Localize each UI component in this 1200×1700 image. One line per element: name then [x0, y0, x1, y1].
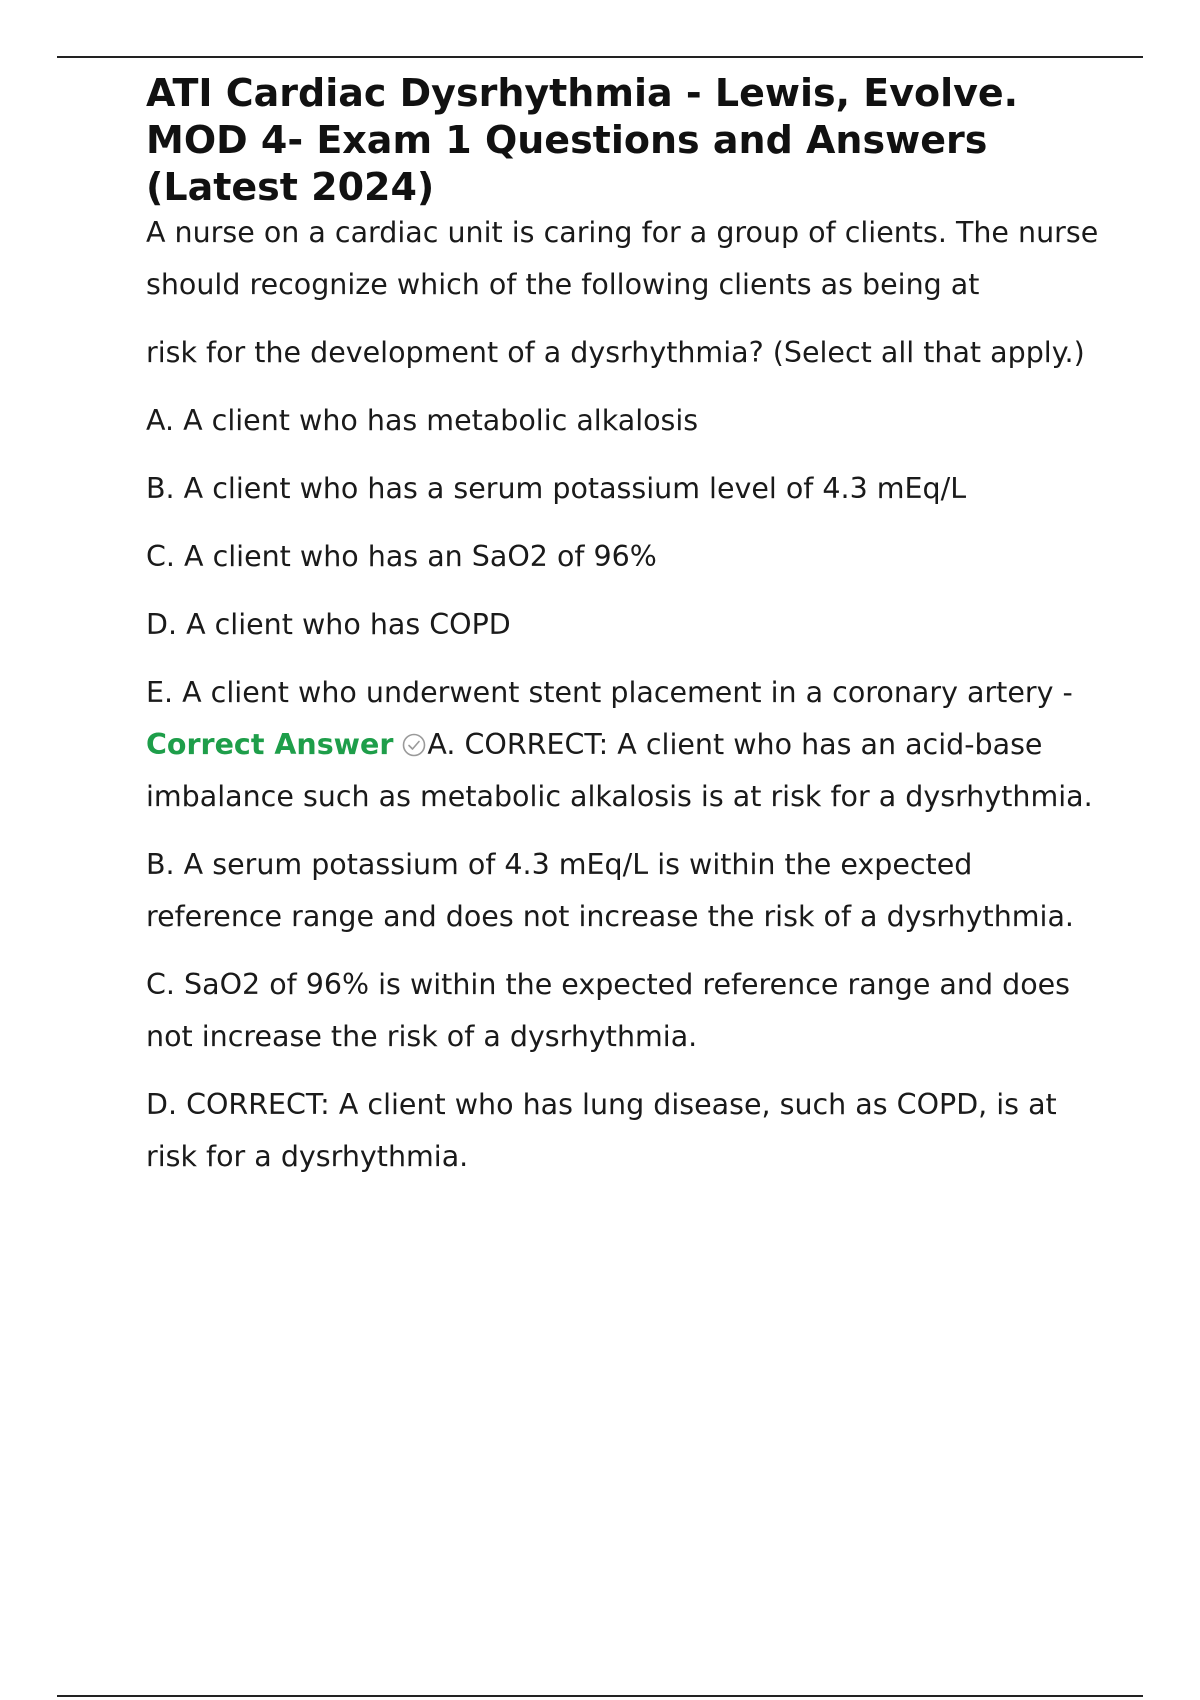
- question-intro: A nurse on a cardiac unit is caring for a group of clients. The nurse should recognize which of the following clients as being at: [146, 216, 1099, 301]
- rationale-d: D. CORRECT: A client who has lung disease, such as COPD, is at risk for a dysrhythmia.: [146, 1088, 1057, 1173]
- document-body: [146, 70, 1106, 1199]
- option-c: C. A client who has an SaO2 of 96%: [146, 540, 657, 573]
- answer-rationale-a: A. CORRECT: A client who has an acid-base imbalance such as metabolic alkalosis is at risk for a dysrhythmia.: [146, 728, 1093, 813]
- rationale-c: C. SaO2 of 96% is within the expected reference range and does not increase the risk of a dysrhythmia.: [146, 968, 1071, 1053]
- check-circle-icon: [401, 723, 427, 749]
- question-continuation: risk for the development of a dysrhythmia? (Select all that apply.): [146, 336, 1085, 369]
- option-a: A. A client who has metabolic alkalosis: [146, 404, 699, 437]
- top-rule: [57, 56, 1143, 58]
- bottom-rule: [57, 1695, 1143, 1697]
- option-e-with-answer: [146, 667, 1106, 823]
- rationale-b: B. A serum potassium of 4.3 mEq/L is within the expected reference range and does not increase the risk of a dysrhythmia.: [146, 848, 1074, 933]
- correct-answer-label: Correct Answer: [146, 728, 394, 761]
- option-d: D. A client who has COPD: [146, 608, 511, 641]
- option-b: B. A client who has a serum potassium level of 4.3 mEq/L: [146, 472, 967, 505]
- option-e: E. A client who underwent stent placement in a coronary artery -: [146, 676, 1073, 709]
- document-title: ATI Cardiac Dysrhythmia - Lewis, Evolve. MOD 4- Exam 1 Questions and Answers (Latest 2024): [146, 71, 1019, 209]
